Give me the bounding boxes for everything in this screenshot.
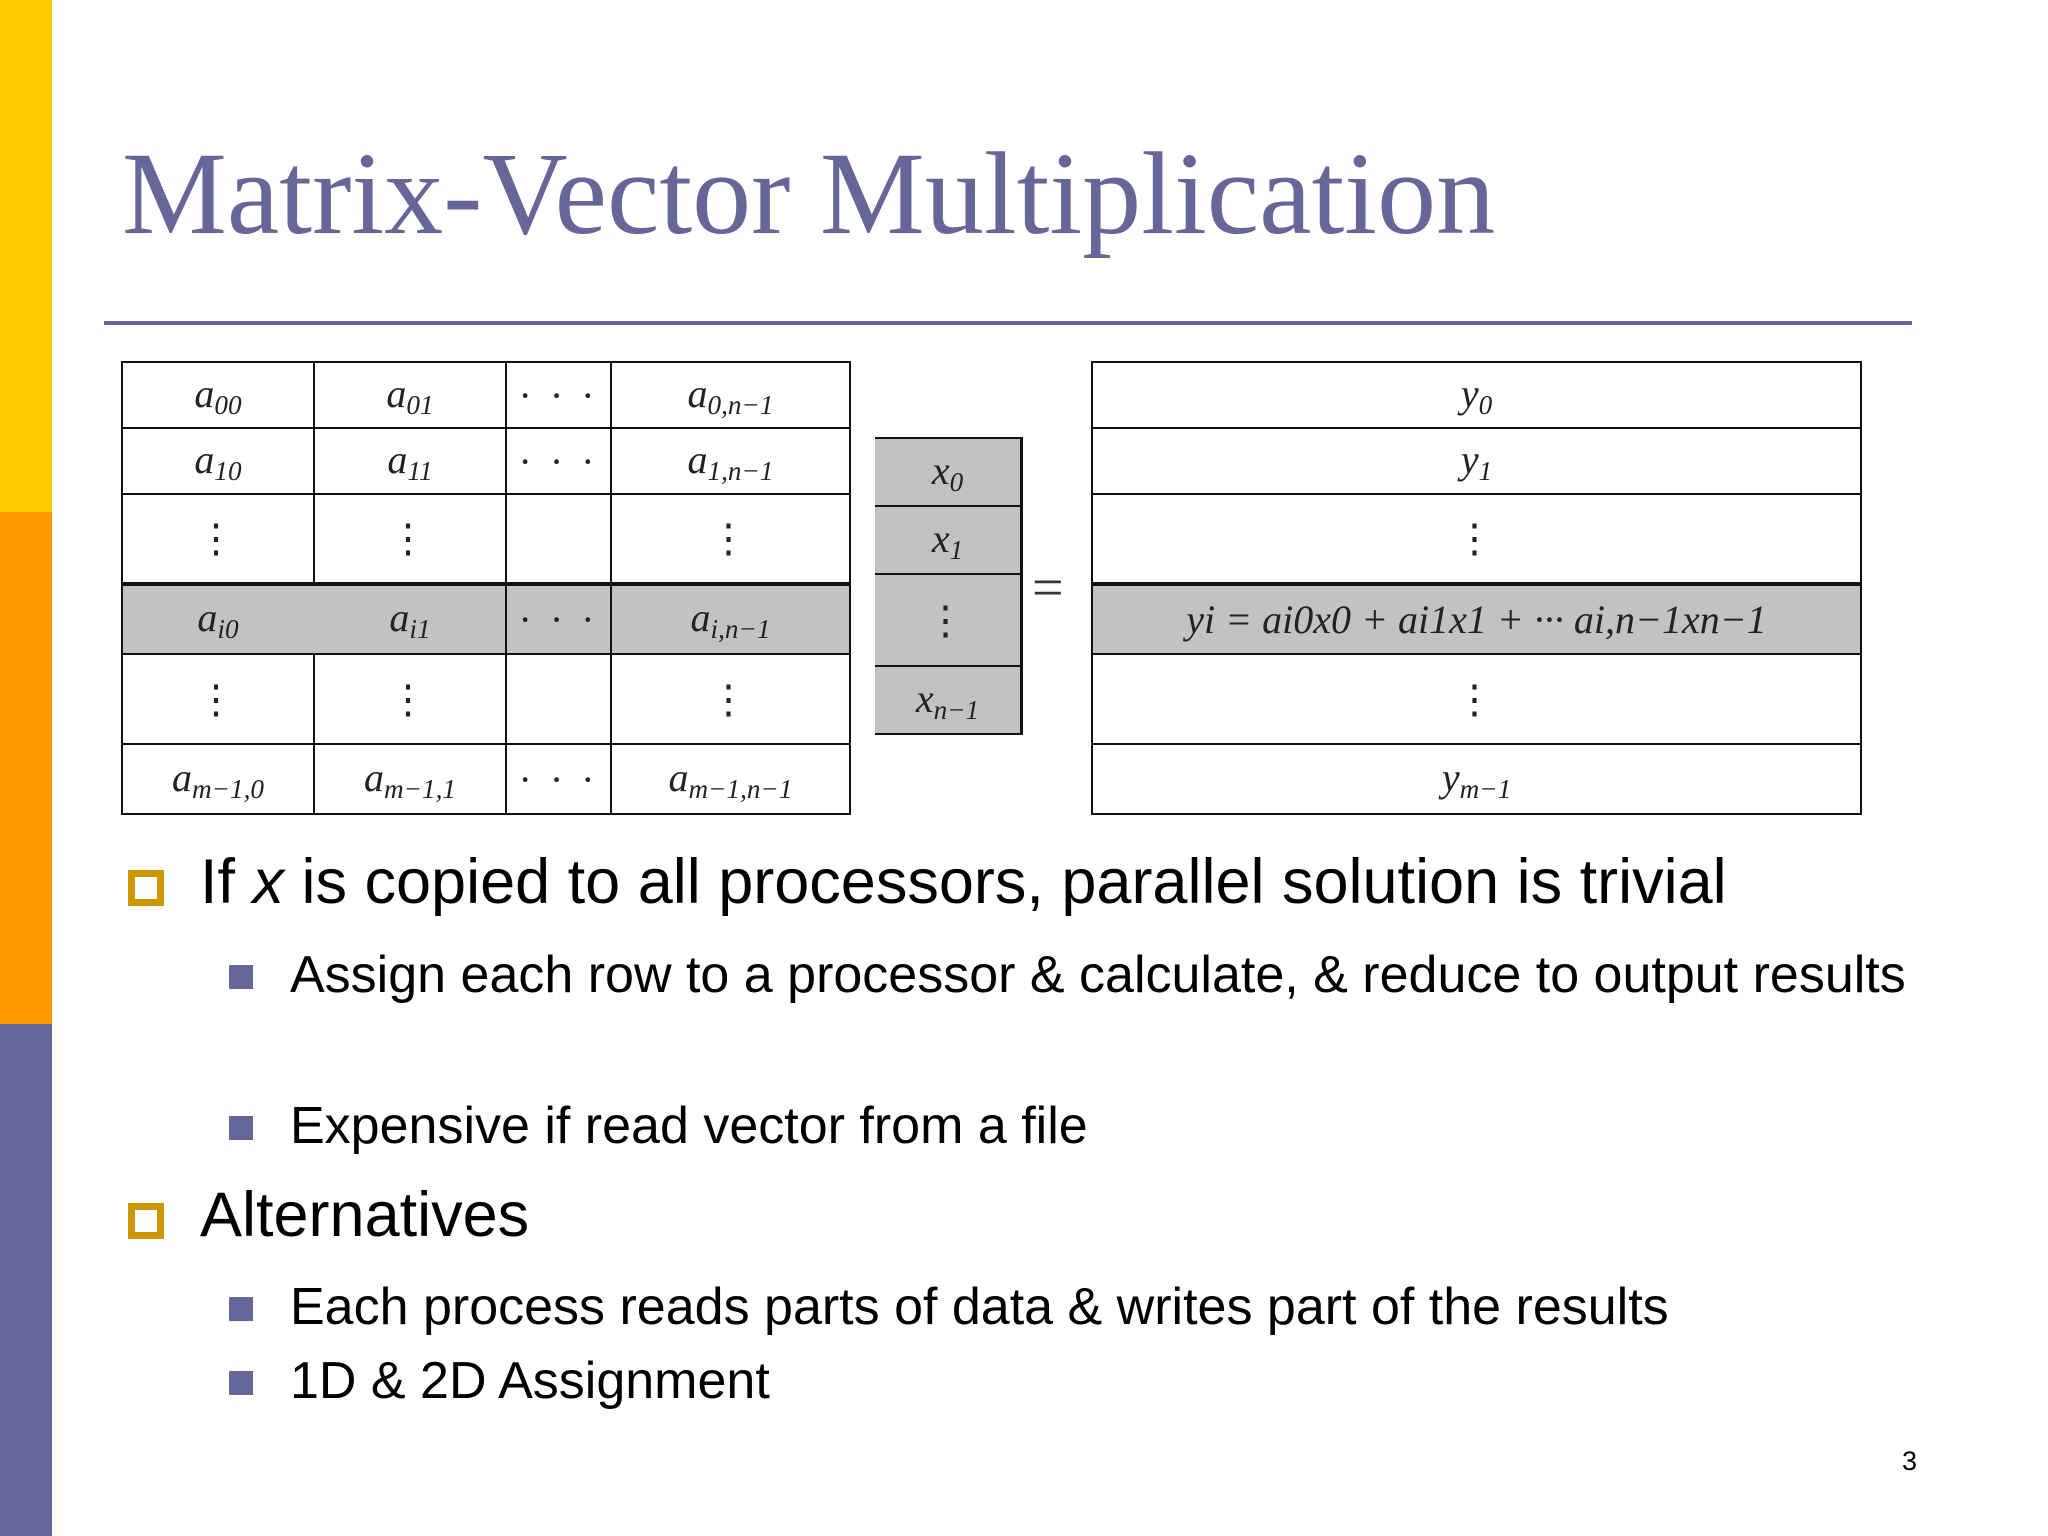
accent-bar-purple xyxy=(0,1024,52,1536)
filled-square-bullet-icon xyxy=(229,1371,253,1395)
cell-ellipsis: · · · xyxy=(506,584,611,654)
sub-bullet-each-process: Each process reads parts of data & writes part of the results xyxy=(290,1274,1669,1341)
cell-a01: $a_{01}$ xyxy=(314,362,506,428)
vector-x-row-1 xyxy=(875,506,1022,574)
vector-y-row-1 xyxy=(1092,428,1861,494)
vector-y-row-vdots xyxy=(1092,654,1861,744)
accent-bar-yellow xyxy=(0,0,52,512)
matrix-row-last xyxy=(122,744,850,814)
cell-empty xyxy=(506,654,611,744)
cell-ai1: $a_{i1}$ xyxy=(314,584,506,654)
cell-ain1: $a_{i,n-1}$ xyxy=(611,584,850,654)
vector-x-row-vdots xyxy=(875,574,1022,666)
cell-a1n1: $a_{1,n-1}$ xyxy=(611,428,850,494)
vector-y-row-last xyxy=(1092,744,1861,814)
cell-vdots: ⋮ xyxy=(1092,654,1861,744)
cell-vdots: ⋮ xyxy=(122,654,314,744)
cell-y1: $y_1$ xyxy=(1092,428,1861,494)
cell-a0n1: $a_{0,n-1}$ xyxy=(611,362,850,428)
matrix-row-vdots xyxy=(122,654,850,744)
cell-y0: $y_0$ xyxy=(1092,362,1861,428)
cell-vdots: ⋮ xyxy=(611,494,850,584)
cell-ai0: $a_{i0}$ xyxy=(122,584,314,654)
hollow-square-bullet-icon xyxy=(128,870,164,906)
cell-am11: $a_{m-1,1}$ xyxy=(314,744,506,814)
vector-y-row-0 xyxy=(1092,362,1861,428)
vector-x xyxy=(875,437,1023,735)
cell-vdots: ⋮ xyxy=(314,494,506,584)
cell-ellipsis: · · · xyxy=(506,362,611,428)
matrix-row-vdots xyxy=(122,494,850,584)
bullet-alternatives: Alternatives xyxy=(200,1181,529,1250)
filled-square-bullet-icon xyxy=(229,1116,253,1140)
cell-vdots: ⋮ xyxy=(611,654,850,744)
cell-yi-formula: yi = ai0x0 + ai1x1 + ··· ai,n−1xn−1 xyxy=(1092,584,1861,654)
filled-square-bullet-icon xyxy=(229,1297,253,1321)
cell-a00: $a_{00}$ xyxy=(122,362,314,428)
vector-y xyxy=(1091,361,1862,815)
matrix-row-0 xyxy=(122,362,850,428)
vector-x-row-last xyxy=(875,666,1022,734)
matrix-a xyxy=(121,361,851,815)
slide-title: Matrix-Vector Multiplication xyxy=(122,128,1496,259)
sub-bullet-assign-row: Assign each row to a processor & calculate, & reduce to output results xyxy=(290,942,1930,1009)
vector-x-row-0 xyxy=(875,438,1022,506)
sub-bullet-1d-2d: 1D & 2D Assignment xyxy=(290,1348,770,1415)
vector-y-row-vdots xyxy=(1092,494,1861,584)
cell-x0: $x_0$ xyxy=(875,438,1022,506)
matrix-row-1 xyxy=(122,428,850,494)
matrix-row-i xyxy=(122,584,850,654)
accent-bar-orange xyxy=(0,512,52,1024)
cell-a11: $a_{11}$ xyxy=(314,428,506,494)
equals-sign: = xyxy=(1032,557,1064,619)
title-divider xyxy=(104,321,1912,325)
cell-xn1: $x_{n-1}$ xyxy=(875,666,1022,734)
cell-vdots: ⋮ xyxy=(314,654,506,744)
cell-ellipsis: · · · xyxy=(506,428,611,494)
cell-vdots: ⋮ xyxy=(122,494,314,584)
sub-bullet-expensive: Expensive if read vector from a file xyxy=(290,1093,1088,1160)
cell-ellipsis: · · · xyxy=(506,744,611,814)
vector-y-row-i xyxy=(1092,584,1861,654)
cell-x1: $x_1$ xyxy=(875,506,1022,574)
cell-vdots: ⋮ xyxy=(875,574,1022,666)
cell-am1n1: $a_{m-1,n-1}$ xyxy=(611,744,850,814)
cell-ym1: $y_{m-1}$ xyxy=(1092,744,1861,814)
cell-empty xyxy=(506,494,611,584)
filled-square-bullet-icon xyxy=(229,965,253,989)
cell-a10: $a_{10}$ xyxy=(122,428,314,494)
hollow-square-bullet-icon xyxy=(128,1203,164,1239)
cell-am10: $a_{m-1,0}$ xyxy=(122,744,314,814)
page-number: 3 xyxy=(1902,1446,1918,1476)
cell-vdots: ⋮ xyxy=(1092,494,1861,584)
bullet-copied-x: If x is copied to all processors, parallel solution is trivial xyxy=(200,848,1727,917)
